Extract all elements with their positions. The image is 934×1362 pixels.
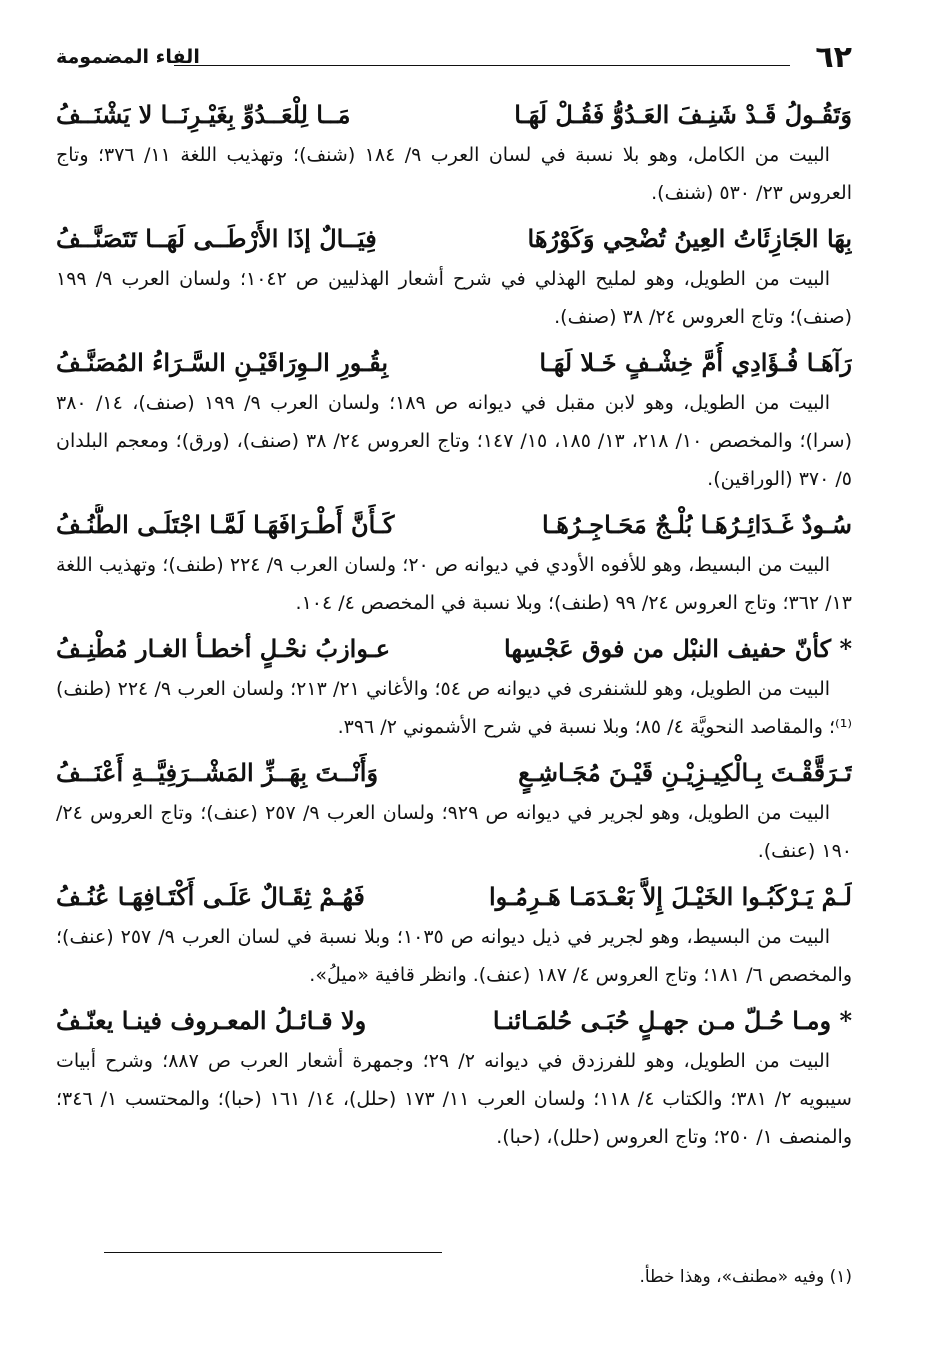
- second-hemistich: فِيَــالٌ إذَا الأَرْطَــى لَهَــا تَتَصَنَّــفُ: [56, 224, 377, 253]
- citation-note: البيت من البسيط، وهو لجرير في ذيل ديوانه ص ١٠٣٥؛ وبلا نسبة في لسان العرب ٩/ ٢٥٧ (عنف)؛ والمخصص ٦/ ١٨١؛ وتاج العروس ٤/ ١٨٧ (عنف). وانظر قافية «ميلُ».: [56, 926, 852, 986]
- verse-line: [56, 876, 852, 918]
- footnote-rule: [104, 1252, 442, 1253]
- second-hemistich: وَأَنْــتَ بِهَــزِّ المَشْــرَفِيَّــةِ أَعْنَــفُ: [56, 758, 379, 787]
- poem-entry: [56, 504, 852, 622]
- page-number: ٦٢: [815, 40, 852, 75]
- citation-note: البيت من البسيط، وهو للأفوه الأودي في ديوانه ص ٢٠؛ ولسان العرب ٩/ ٢٢٤ (طنف)؛ وتهذيب اللغة ١٣/ ٣٦٢؛ وتاج العروس ٢٤/ ٩٩ (طنف)؛ وبلا نسبة في المخصص ٤/ ١٠٤.: [56, 554, 852, 614]
- citation-note: البيت من الطويل، وهو لابن مقبل في ديوانه ص ١٨٩؛ ولسان العرب ٩/ ١٩٩ (صنف)، ١٤/ ٣٨٠ (سرا)؛ والمخصص ١٠/ ٢١٨، ١٣/ ١٨٥، ١٥/ ١٤٧؛ وتاج العروس ٢٤/ ٣٨ (صنف)، (ورق)؛ ومعجم البلدان ٥/ ٣٧٠ (الوراقين).: [56, 392, 853, 490]
- header-rule: [174, 65, 790, 66]
- first-hemistich: وَتَقُـولُ قَـدْ شَنِـفَ العَـدُوُّ فَقُـلْ لَهَـا: [514, 100, 852, 129]
- poem-entry: [56, 752, 852, 870]
- footnote: (١) وفيه «مطنف»، وهذا خطأ.: [639, 1267, 852, 1287]
- first-hemistich: تَـرَقَّقْـتَ بِـالْكِيـزِيْـنِ قَيْـنَ مُجَـاشِـعٍ: [518, 758, 852, 787]
- first-hemistich: * ومـا حُـلّ مـن جهـلٍ حُبَـى حُلمَـائنـا: [492, 1006, 852, 1035]
- citation-note: البيت من الطويل، وهو للشنفرى في ديوانه ص ٥٤؛ والأغاني ٢١/ ٢١٣؛ ولسان العرب ٩/ ٢٢٤ (طنف)⁽¹⁾؛ والمقاصد النحويَّة ٤/ ٨٥؛ وبلا نسبة في شرح الأشموني ٢/ ٣٩٦.: [56, 678, 852, 738]
- verse-line: [56, 1000, 852, 1042]
- second-hemistich: كَـأَنَّ أَطْـرَافَهَـا لَمَّـا اجْتَلَـى الطُّنُـفُ: [56, 510, 395, 539]
- second-hemistich: عـوازبُ نحْـلٍ أخطـأ الغـار مُطْنِـفُ: [56, 634, 391, 663]
- poem-entry: [56, 628, 852, 746]
- first-hemistich: * كأنّ حفيف النبْل من فوق عَجْسِها: [504, 634, 852, 663]
- first-hemistich: بِهَا الجَازِئَاتُ العِينُ تُضْحِي وَكَوْرُهَا: [527, 224, 852, 253]
- first-hemistich: سُـودٌ غَـدَائِـرُهَـا بُلْـجٌ مَحَـاجِـرُهَـا: [541, 510, 852, 539]
- verse-line: [56, 752, 852, 794]
- poem-entry: [56, 218, 852, 336]
- first-hemistich: رَآهَـا فُـؤَادِي أُمَّ خِشْـفٍ خَـلا لَهَـا: [539, 348, 852, 377]
- second-hemistich: بِقُـورِ الـوِرَاقَيْـنِ السَّـرَاءُ المُصَنَّـفُ: [56, 348, 388, 377]
- verse-line: [56, 218, 852, 260]
- poem-entry: [56, 876, 852, 994]
- verse-line: [56, 342, 852, 384]
- verse-line: [56, 504, 852, 546]
- page-header: [56, 38, 852, 78]
- verse-line: [56, 94, 852, 136]
- poem-entry: [56, 342, 852, 498]
- citation-note: البيت من الكامل، وهو بلا نسبة في لسان العرب ٩/ ١٨٤ (شنف)؛ وتهذيب اللغة ١١/ ٣٧٦؛ وتاج العروس ٢٣/ ٥٣٠ (شنف).: [56, 144, 852, 204]
- citation-note: البيت من الطويل، وهو للفرزدق في ديوانه ٢/ ٢٩؛ وجمهرة أشعار العرب ص ٨٨٧؛ وشرح أبيات سيبويه ٢/ ٣٨١؛ والكتاب ٤/ ١١٨؛ ولسان العرب ١١/ ١٧٣ (حلل)، ١٤/ ١٦١ (حبا)؛ والمحتسب ١/ ٣٤٦؛ والمنصف ١/ ٢٥٠؛ وتاج العروس (حلل)، (حبا).: [56, 1050, 852, 1148]
- poem-entry: [56, 1000, 852, 1156]
- second-hemistich: فَهُـمْ ثِقَـالٌ عَلَـى أَكْتَـافِهَـا عُنُـفُ: [56, 882, 365, 911]
- running-title: الفاء المضمومة: [56, 46, 200, 68]
- first-hemistich: لَـمْ يَـرْكَبُـوا الخَيْـلَ إِلاَّ بَعْـدَمَـا هَـرِمُـوا: [488, 882, 852, 911]
- citation-note: البيت من الطويل، وهو لجرير في ديوانه ص ٩٢٩؛ ولسان العرب ٩/ ٢٥٧ (عنف)؛ وتاج العروس ٢٤/ ١٩٠ (عنف).: [56, 802, 852, 862]
- citation-note: البيت من الطويل، وهو لمليح الهذلي في شرح أشعار الهذليين ص ١٠٤٢؛ ولسان العرب ٩/ ١٩٩ (صنف)؛ وتاج العروس ٢٤/ ٣٨ (صنف).: [56, 268, 852, 328]
- entries-list: [56, 94, 852, 1162]
- poem-entry: [56, 94, 852, 212]
- second-hemistich: ولا قـائـلُ المعـروف فينـا يعنّـفُ: [56, 1006, 367, 1035]
- second-hemistich: مَــا لِلْعَــدُوِّ بِغَيْـرِنَــا لا يَشْنَــفُ: [56, 100, 351, 129]
- verse-line: [56, 628, 852, 670]
